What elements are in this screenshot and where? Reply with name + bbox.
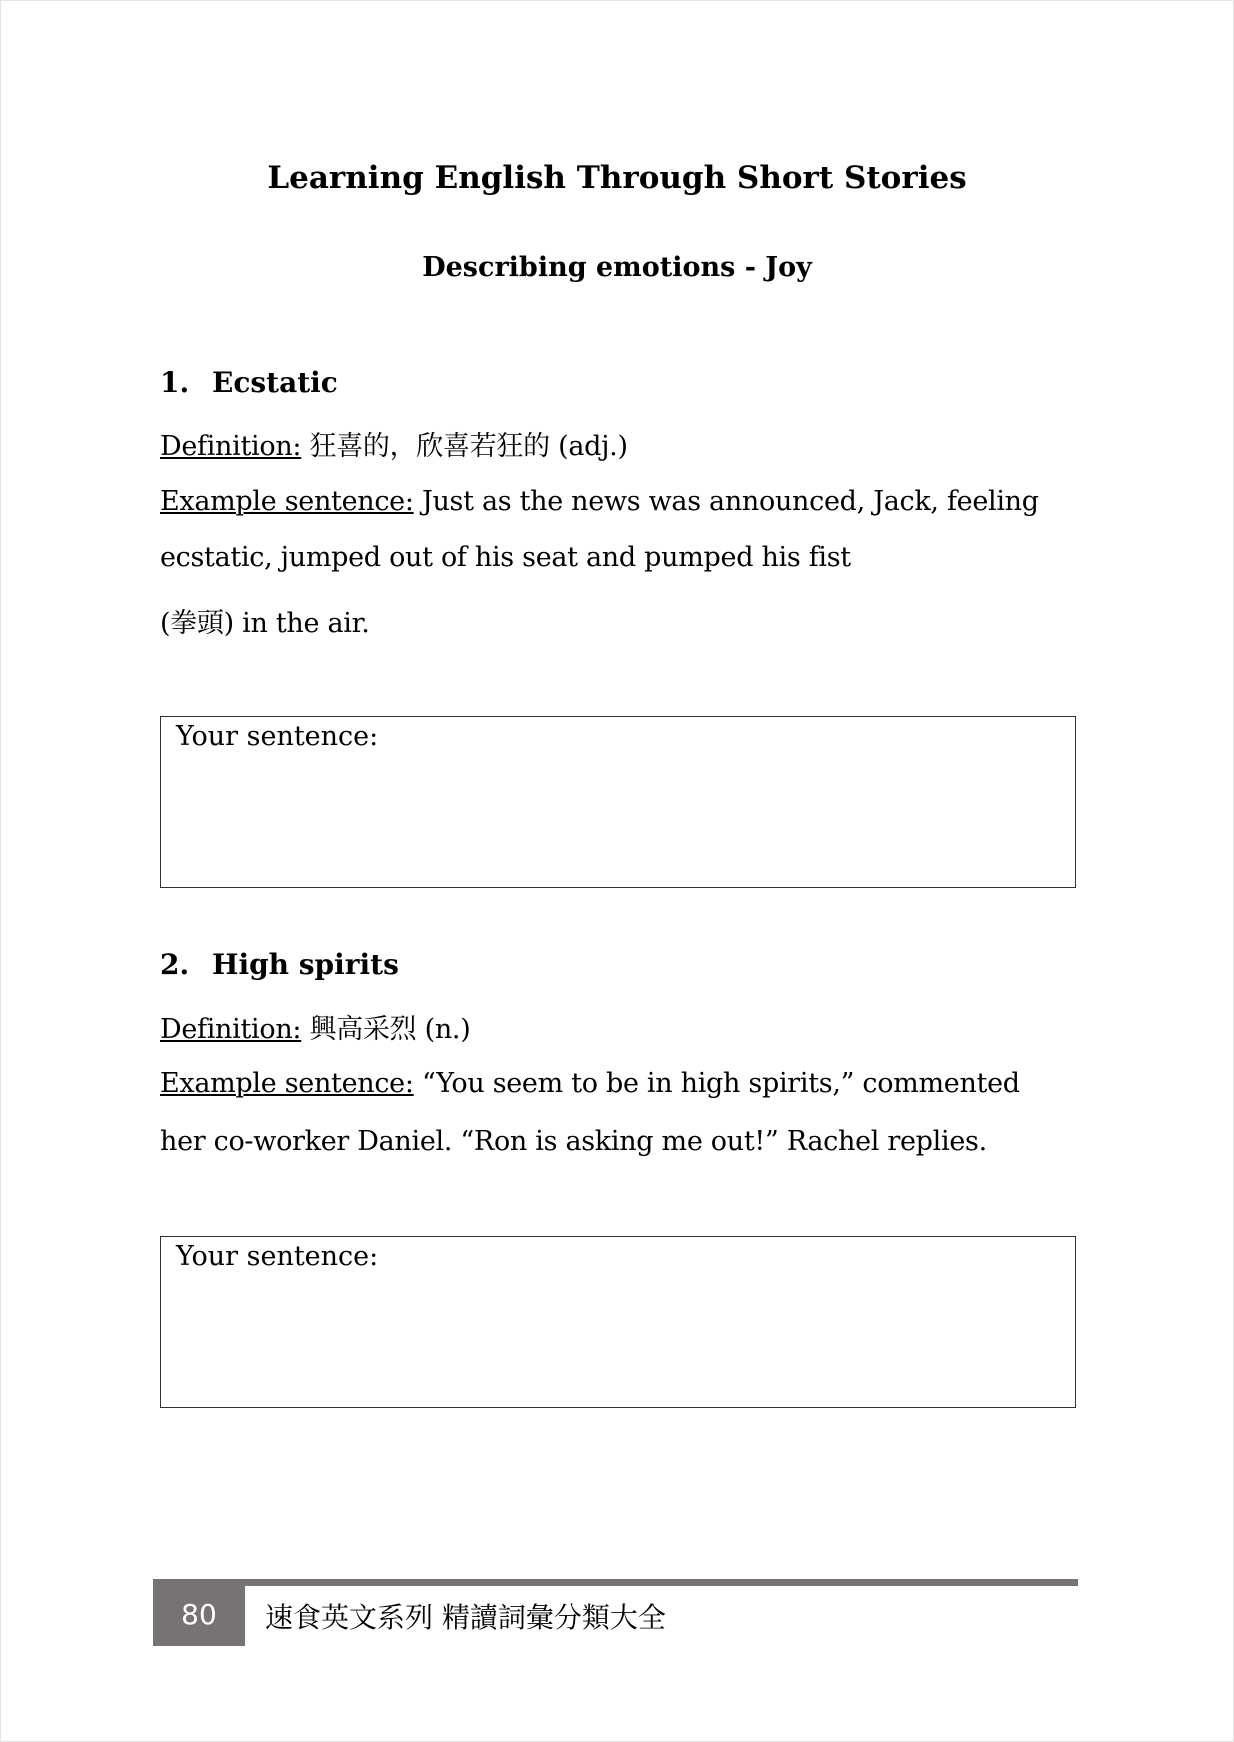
definition-line <box>160 424 628 463</box>
definition-text: 興高采烈 (n.) <box>301 1014 471 1045</box>
book-title: 速食英文系列 精讀詞彙分類大全 <box>265 1601 666 1634</box>
example-line: (拳頭) in the air. <box>160 608 370 639</box>
example-line: Example sentence: “You seem to be in high spirits,” commented <box>160 1068 1020 1099</box>
your-sentence-box[interactable] <box>160 1236 1076 1408</box>
page-number: 80 <box>153 1579 245 1646</box>
your-sentence-box[interactable] <box>160 716 1076 888</box>
page-subtitle: Describing emotions - Joy <box>422 252 812 283</box>
example-line: Example sentence: Just as the news was announced, Jack, feeling <box>160 486 1039 517</box>
entry-heading: 2. High spirits <box>160 948 399 981</box>
example-line: her co-worker Daniel. “Ron is asking me out!” Rachel replies. <box>160 1126 987 1157</box>
entry-word: Ecstatic <box>212 366 338 399</box>
example-label: Example sentence: <box>160 1068 414 1099</box>
your-sentence-label: Your sentence: <box>176 1241 379 1272</box>
definition-text: 狂喜的，欣喜若狂的 (adj.) <box>301 431 628 462</box>
entry-heading: 1. Ecstatic <box>160 366 338 399</box>
definition-label: Definition: <box>160 1014 302 1045</box>
your-sentence-label: Your sentence: <box>176 721 379 752</box>
example-label: Example sentence: <box>160 486 414 517</box>
definition-label: Definition: <box>160 431 302 462</box>
entry-word: High spirits <box>212 948 399 981</box>
footer-rule <box>153 1579 1078 1586</box>
definition-line <box>160 1007 470 1046</box>
example-line: ecstatic, jumped out of his seat and pumped his fist <box>160 542 851 573</box>
page-title: Learning English Through Short Stories <box>267 160 967 196</box>
